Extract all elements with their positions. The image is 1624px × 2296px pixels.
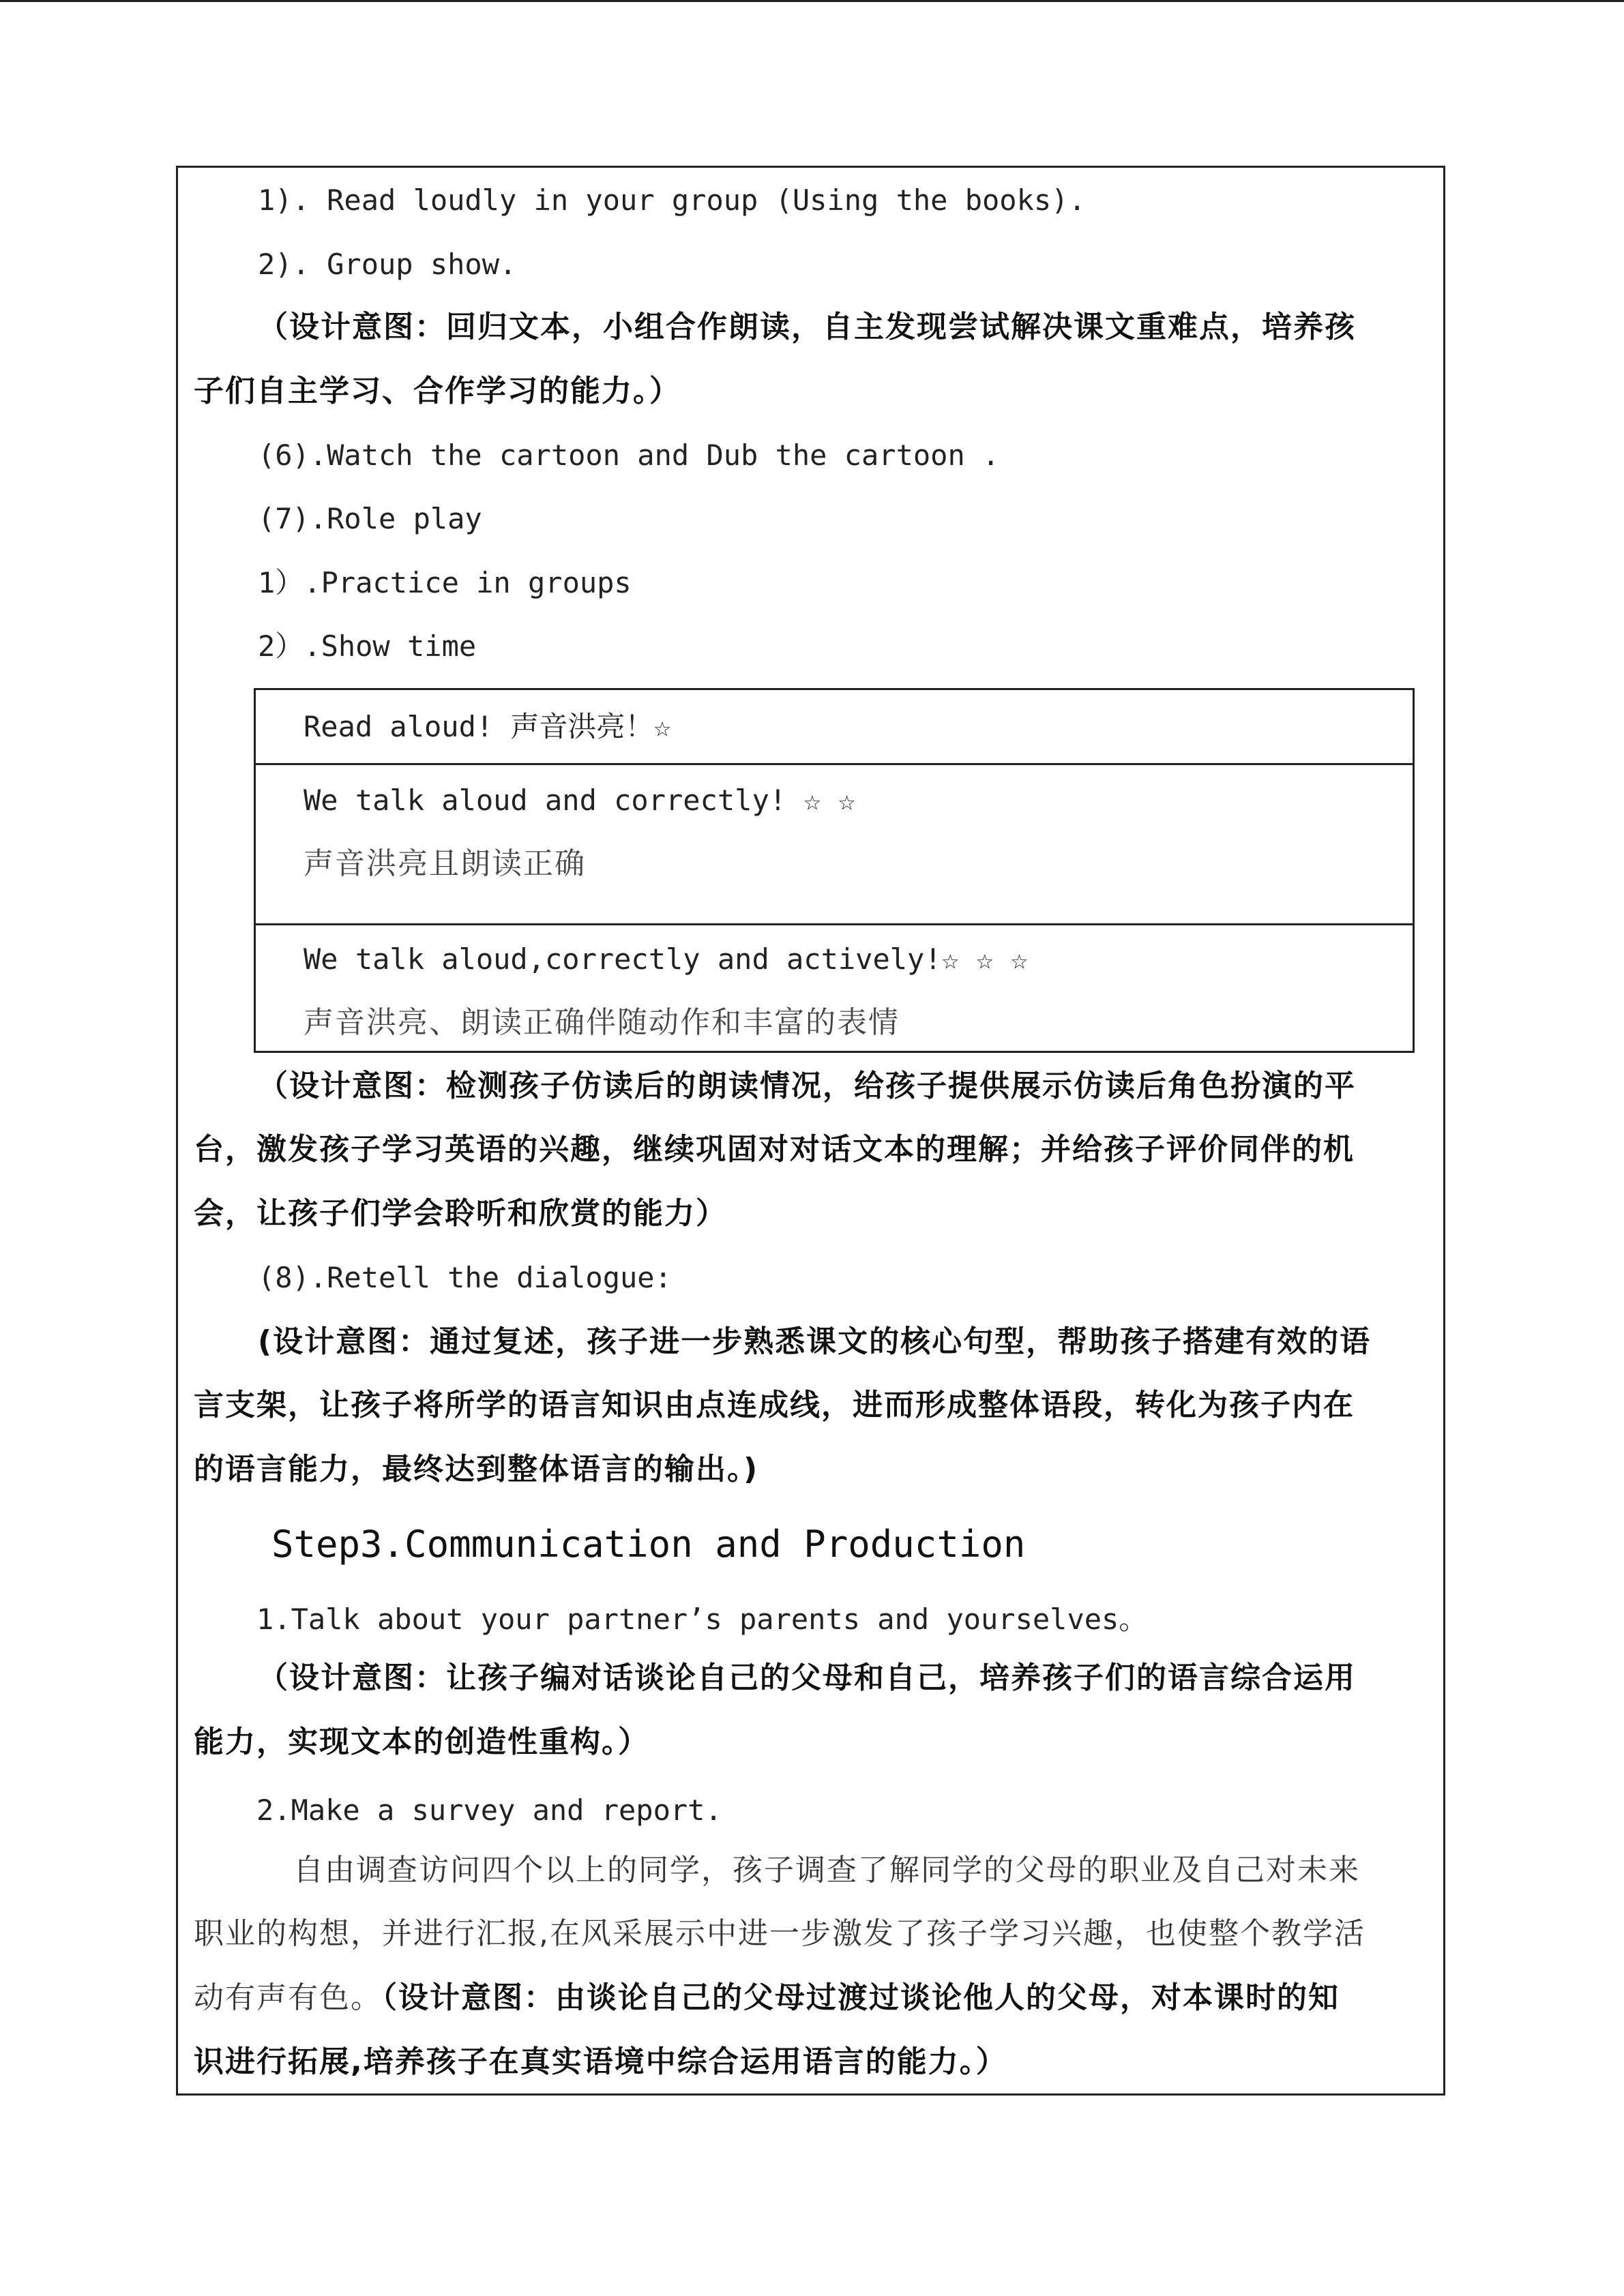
step-7-show-time: 2）.Show time xyxy=(258,629,477,663)
survey-paragraph-line2: 职业的构想，并进行汇报,在风采展示中进一步激发了孩子学习兴趣，也使整个教学活 xyxy=(194,1916,1365,1951)
rubric-three-stars-zh: 声音洪亮、朗读正确伴随动作和丰富的表情 xyxy=(304,1005,900,1040)
rubric-one-star-text: Read aloud! 声音洪亮！☆ xyxy=(304,710,671,743)
rubric-row-one-star xyxy=(256,690,1413,765)
design-intent-3-line3: 的语言能力，最终达到整体语言的输出。) xyxy=(194,1452,759,1487)
task-2-survey: 2.Make a survey and report. xyxy=(256,1793,722,1827)
design-intent-5-line1: （设计意图：由谈论自己的父母过渡过谈论他人的父母，对本课时的知 xyxy=(382,1980,1340,2015)
survey-paragraph-line1: 自由调查访问四个以上的同学，孩子调查了解同学的父母的职业及自己对未来 xyxy=(293,1853,1360,1888)
survey-paragraph-line3 xyxy=(194,1978,1340,2018)
evaluation-rubric-table xyxy=(254,688,1415,1053)
design-intent-4-line2: 能力，实现文本的创造性重构。） xyxy=(194,1725,649,1759)
design-intent-4-line1: （设计意图：让孩子编对话谈论自己的父母和自己，培养孩子们的语言综合运用 xyxy=(258,1660,1356,1695)
design-intent-1-line2: 子们自主学习、合作学习的能力。） xyxy=(194,374,681,408)
rubric-two-stars-zh: 声音洪亮且朗读正确 xyxy=(304,846,586,881)
design-intent-2-line1: （设计意图：检测孩子仿读后的朗读情况，给孩子提供展示仿读后角色扮演的平 xyxy=(258,1069,1356,1103)
rubric-row-three-stars xyxy=(256,925,1413,1053)
list-item-read-loudly: 1). Read loudly in your group (Using the books). xyxy=(258,183,1086,217)
design-intent-3-line1: (设计意图：通过复述，孩子进一步熟悉课文的核心句型，帮助孩子搭建有效的语 xyxy=(258,1324,1372,1359)
rubric-two-stars-en: We talk aloud and correctly! ☆ ☆ xyxy=(304,784,856,817)
list-item-group-show: 2). Group show. xyxy=(258,248,517,281)
rubric-three-stars-en: We talk aloud,correctly and actively!☆ ☆ ☆ xyxy=(304,942,1029,976)
page-top-border xyxy=(0,0,1624,2)
design-intent-5-line2: 识进行拓展,培养孩子在真实语境中综合运用语言的能力。） xyxy=(194,2044,1007,2079)
design-intent-3-line2: 言支架，让孩子将所学的语言知识由点连成线，进而形成整体语段，转化为孩子内在 xyxy=(194,1388,1355,1422)
design-intent-2-line3: 会，让孩子们学会聆听和欣赏的能力） xyxy=(194,1196,727,1231)
step-8-retell: (8).Retell the dialogue: xyxy=(258,1261,672,1294)
design-intent-1-line1: （设计意图：回归文本，小组合作朗读，自主发现尝试解决课文重难点，培养孩 xyxy=(258,310,1356,344)
step-7-role-play: (7).Role play xyxy=(258,502,482,535)
step-6-watch-cartoon: (6).Watch the cartoon and Dub the cartoon . xyxy=(258,438,1000,472)
design-intent-2-line2: 台，激发孩子学习英语的兴趣，继续巩固对对话文本的理解；并给孩子评价同伴的机 xyxy=(194,1132,1355,1167)
task-1-talk: 1.Talk about your partner’s parents and yourselves。 xyxy=(256,1602,1148,1636)
rubric-row-two-stars xyxy=(256,765,1413,925)
step-7-practice: 1）.Practice in groups xyxy=(258,566,632,599)
step-3-heading: Step3.Communication and Production xyxy=(271,1523,1026,1566)
survey-paragraph-line3-plain: 动有声有色。 xyxy=(194,1980,382,2015)
